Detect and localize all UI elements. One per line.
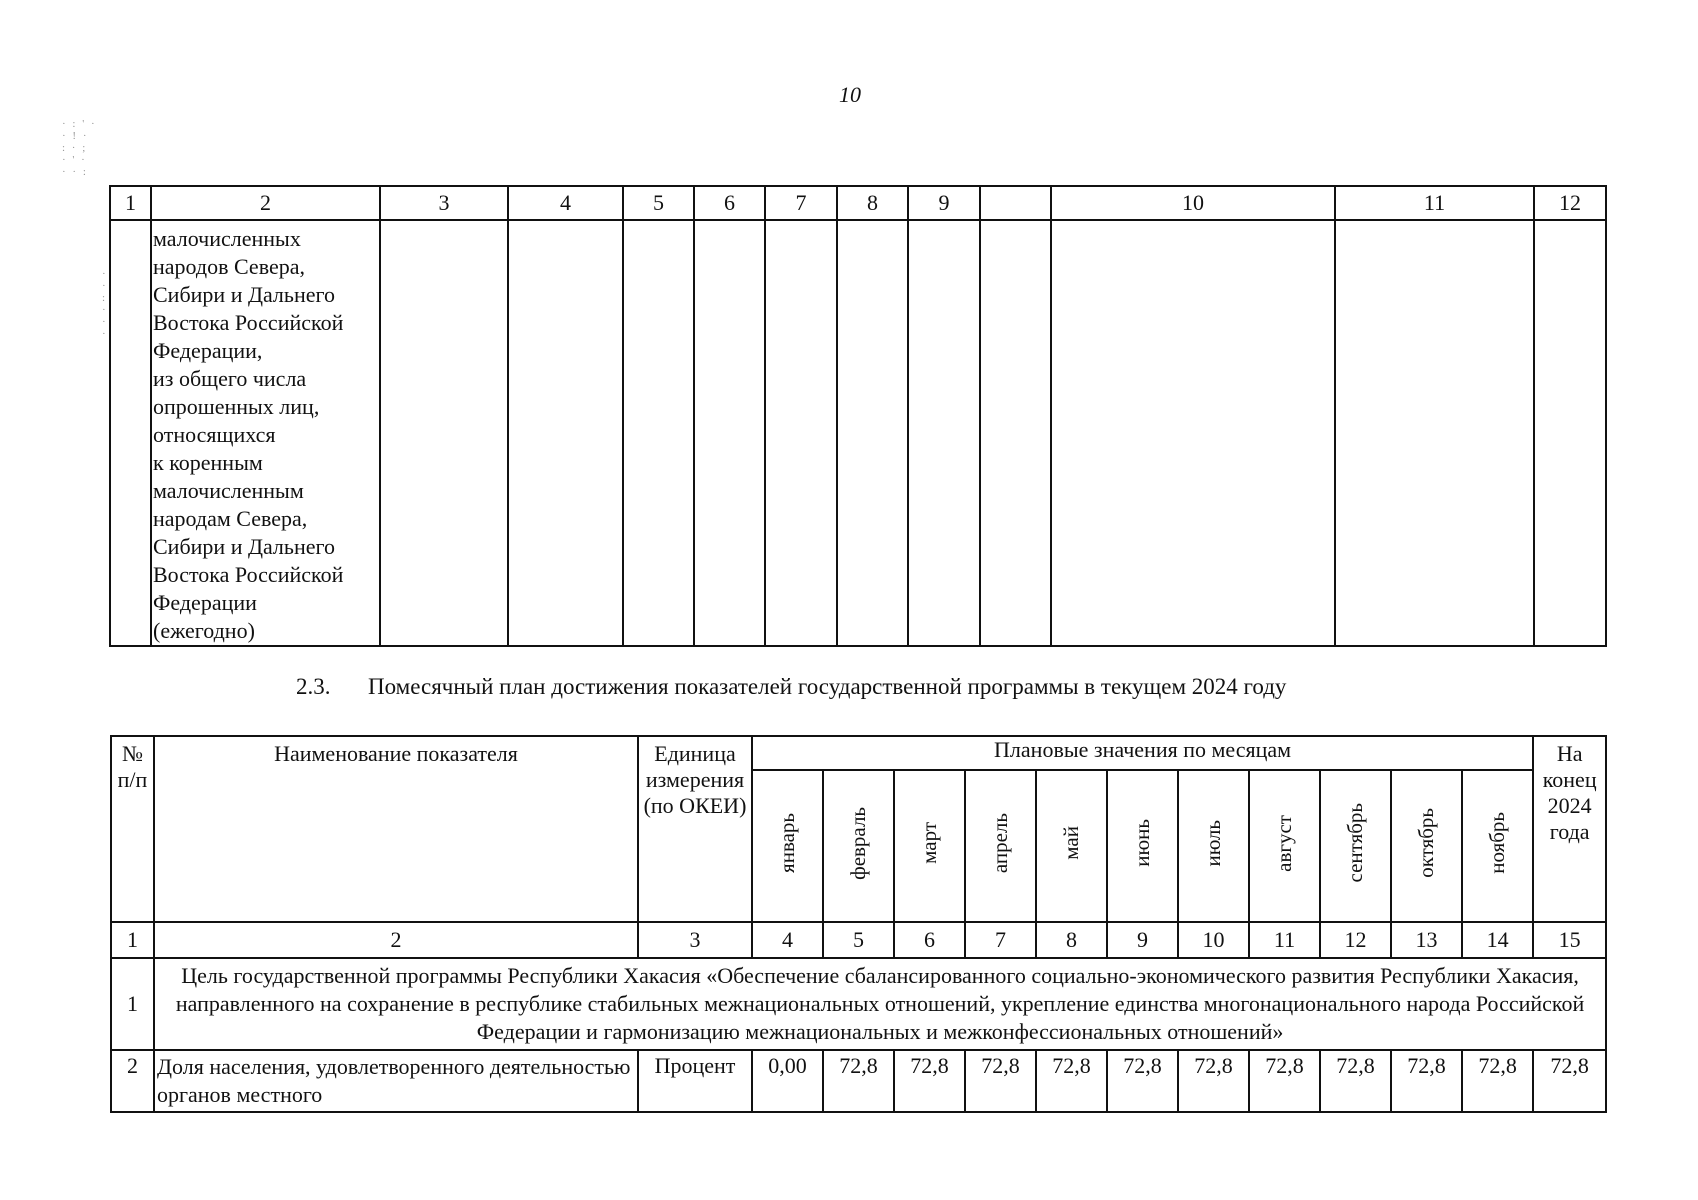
empty-cell [623,220,694,646]
column-number: 4 [752,922,823,958]
column-number: 2 [151,186,380,220]
month-header: январь [752,770,823,922]
month-header: август [1249,770,1320,922]
column-number: 3 [638,922,752,958]
header-num: № п/п [111,736,154,922]
empty-cell [765,220,837,646]
column-number: 10 [1051,186,1335,220]
header-row [111,736,1606,770]
empty-cell [1051,220,1335,646]
column-number: 1 [110,186,151,220]
month-header: октябрь [1391,770,1462,922]
empty-cell [110,220,151,646]
column-number: 14 [1462,922,1533,958]
empty-cell [694,220,765,646]
column-number: 2 [154,922,638,958]
empty-cell [380,220,508,646]
month-header: ноябрь [1462,770,1533,922]
month-value: 72,8 [1107,1050,1178,1112]
column-number: 4 [508,186,623,220]
column-number: 8 [1036,922,1107,958]
month-header: март [894,770,965,922]
empty-cell [1335,220,1534,646]
month-value: 72,8 [1036,1050,1107,1112]
column-number: 11 [1249,922,1320,958]
column-number: 6 [894,922,965,958]
end-of-year-value: 72,8 [1533,1050,1606,1112]
empty-cell [837,220,908,646]
table-row [110,220,1606,646]
header-unit: Единица измерения (по ОКЕИ) [638,736,752,922]
header-end-of-year: На конец 2024 года [1533,736,1606,922]
section-heading [296,674,1286,700]
column-number: 9 [1107,922,1178,958]
row-number: 2 [111,1050,154,1112]
column-number: 11 [1335,186,1534,220]
empty-cell [1534,220,1606,646]
month-value: 72,8 [1249,1050,1320,1112]
scan-margin-marks: · : ' · · ! · : · ; · ' · · · : · · : · · · [62,118,108,340]
column-number-row [110,186,1606,220]
continuation-table [109,185,1607,647]
table-row [111,1050,1606,1112]
column-number: 13 [1391,922,1462,958]
row-number: 1 [111,958,154,1050]
month-header: июль [1178,770,1249,922]
column-number [980,186,1051,220]
indicator-name-continuation: малочисленных народов Севера, Сибири и Дальнего Востока Российской Федерации, из общего числа опрошенных лиц, относящихся к коренным малочисленным народам Севера, Сибири и Дальнего Востока Российской Федерации (ежегодно) [151,220,380,646]
column-number: 8 [837,186,908,220]
goal-row [111,958,1606,1050]
goal-text: Цель государственной программы Республики Хакасия «Обеспечение сбалансированного социально-экономического развития Республики Хакасия, направленного на сохранение в республике стабильных межнациональных отношений, укрепление единства многонационального народа Российской Федерации и гармонизацию межнациональных и межконфессиональных отношений» [154,958,1606,1050]
month-header: февраль [823,770,894,922]
month-value: 72,8 [965,1050,1036,1112]
month-value: 0,00 [752,1050,823,1112]
column-number: 12 [1534,186,1606,220]
column-number: 3 [380,186,508,220]
page-number: 10 [839,82,861,107]
unit-value: Процент [638,1050,752,1112]
header-indicator-name: Наименование показателя [154,736,638,922]
empty-cell [908,220,980,646]
header-monthly-plan: Плановые значения по месяцам [752,736,1533,770]
empty-cell [980,220,1051,646]
month-value: 72,8 [1462,1050,1533,1112]
column-number: 15 [1533,922,1606,958]
month-value: 72,8 [1178,1050,1249,1112]
indicator-name: Доля населения, удовлетворенного деятельностью органов местного [154,1050,638,1112]
month-header: июнь [1107,770,1178,922]
month-value: 72,8 [1391,1050,1462,1112]
month-header: апрель [965,770,1036,922]
column-number: 5 [823,922,894,958]
column-number: 7 [765,186,837,220]
section-number: 2.3. [296,674,331,699]
month-header: сентябрь [1320,770,1391,922]
column-number: 9 [908,186,980,220]
month-value: 72,8 [894,1050,965,1112]
column-number: 7 [965,922,1036,958]
column-number: 6 [694,186,765,220]
column-number: 5 [623,186,694,220]
column-number-row [111,922,1606,958]
column-number: 10 [1178,922,1249,958]
empty-cell [508,220,623,646]
column-number: 12 [1320,922,1391,958]
section-title: Помесячный план достижения показателей государственной программы в текущем 2024 году [368,674,1287,699]
month-value: 72,8 [1320,1050,1391,1112]
month-value: 72,8 [823,1050,894,1112]
monthly-plan-table [110,735,1607,1113]
month-header: май [1036,770,1107,922]
column-number: 1 [111,922,154,958]
